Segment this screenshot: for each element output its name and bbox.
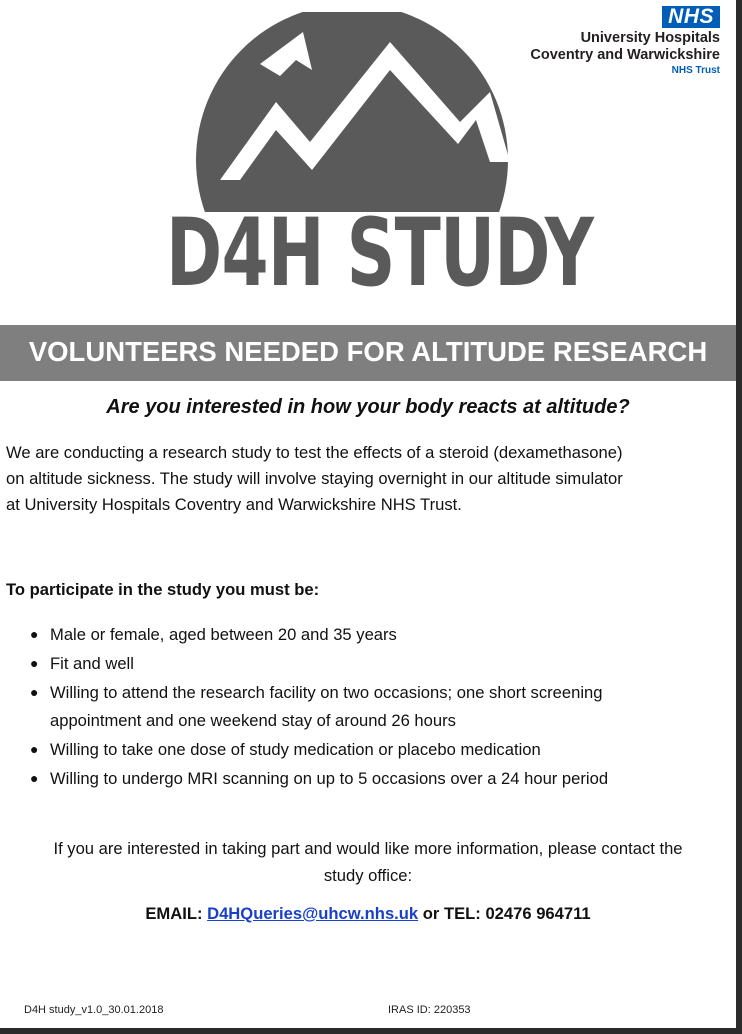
bullet-icon: ● [30,626,39,642]
banner-text: VOLUNTEERS NEEDED FOR ALTITUDE RESEARCH [28,336,708,367]
nhs-logo: NHS [662,6,720,28]
contact-line: study office: [323,866,413,885]
email-label: EMAIL: [145,904,208,923]
email-link[interactable]: D4HQueries@uhcw.nhs.uk [207,904,419,923]
contact-line: If you are interested in taking part and would like more information, please contact the [53,839,683,858]
list-item: ● Willing to attend the research facility on two occasions; one short screening appointment and one weekend stay of around 26 hours [0,678,736,735]
footer-iras-id: IRAS ID: 220353 [388,1004,471,1016]
list-item: ● Male or female, aged between 20 and 35 years [0,620,736,649]
contact-details [0,904,736,924]
intro-line: We are conducting a research study to test the effects of a steroid (dexamethasone) [6,443,623,462]
org-trust: NHS Trust [671,65,720,76]
org-name-line1: University Hospitals [580,30,720,46]
list-item: ● Willing to undergo MRI scanning on up to 5 occasions over a 24 hour period [0,764,736,793]
bullet-icon: ● [30,655,39,671]
question-heading: Are you interested in how your body reacts at altitude? [106,396,630,418]
intro-line: at University Hospitals Coventry and Warwickshire NHS Trust. [6,495,462,514]
volunteers-banner [0,325,736,381]
bullet-icon: ● [30,684,39,700]
mountain-circle-icon [160,12,520,212]
contact-paragraph [0,835,736,889]
intro-line: on altitude sickness. The study will involve staying overnight in our altitude simulator [6,469,623,488]
requirements-list [0,620,736,793]
study-title: D4H STUDY [166,199,594,308]
list-item-continuation: appointment and one weekend stay of around 26 hours [50,711,456,730]
org-name-line2: Coventry and Warwickshire [530,47,720,63]
bullet-icon: ● [30,770,39,786]
footer-version: D4H study_v1.0_30.01.2018 [24,1004,164,1016]
list-item: ● Willing to take one dose of study medication or placebo medication [0,735,736,764]
intro-paragraph [6,440,730,518]
bullet-icon: ● [30,741,39,757]
list-item: ● Fit and well [0,649,736,678]
tel-label: or TEL: 02476 964711 [418,904,591,923]
requirements-heading: To participate in the study you must be: [6,580,320,599]
